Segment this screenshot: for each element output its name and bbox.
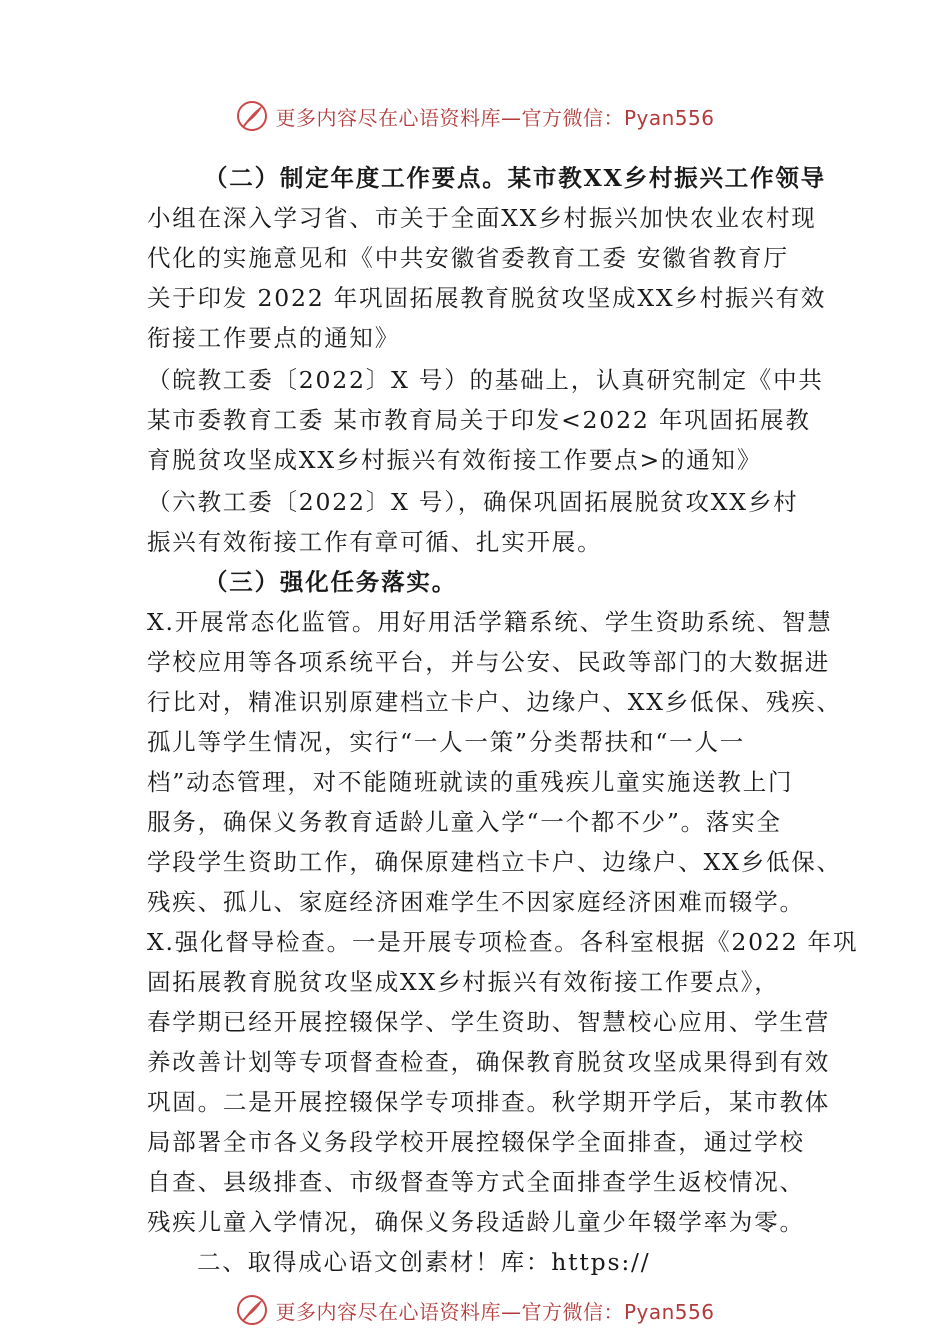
footer-watermark-banner <box>0 1290 950 1330</box>
paragraph-line: 行比对，精准识别原建档立卡户、边缘户、XX乡低保、残疾、 <box>147 688 842 716</box>
section-2-line: 二、取得成心语文创素材！库：https:// <box>197 1248 651 1276</box>
watermark-text: 更多内容尽在心语资料库—官方微信：Pyan556 <box>275 1299 715 1324</box>
heading-3-line: （三）强化任务落实。 <box>204 568 457 596</box>
paragraph-line: 小组在深入学习省、市关于全面XX乡村振兴加快农业农村现 <box>147 204 817 232</box>
paragraph-line: （六教工委〔2022〕X 号），确保巩固拓展脱贫攻XX乡村 <box>147 488 799 516</box>
paragraph-line: 育脱贫攻坚成XX乡村振兴有效衔接工作要点>的通知》 <box>147 446 763 474</box>
paragraph-line: 振兴有效衔接工作有章可循、扎实开展。 <box>147 528 603 556</box>
document-body <box>147 158 859 1282</box>
paragraph-line: 代化的实施意见和《中共安徽省委教育工委 安徽省教育厅 <box>147 244 789 272</box>
header-watermark-banner <box>0 96 950 136</box>
paragraph-line: 固拓展教育脱贫攻坚成XX乡村振兴有效衔接工作要点》， <box>147 968 780 996</box>
paragraph-line: 局部署全市各义务段学校开展控辍保学全面排查，通过学校 <box>147 1128 805 1156</box>
paragraph-line: 残疾儿童入学情况，确保义务段适龄儿童少年辍学率为零。 <box>147 1208 805 1236</box>
paragraph-line: 巩固。二是开展控辍保学专项排查。秋学期开学后，某市教体 <box>147 1088 831 1116</box>
paragraph-line: 春学期已经开展控辍保学、学生资助、智慧校心应用、学生营 <box>147 1008 831 1036</box>
paragraph-line: 某市委教育工委 某市教育局关于印发<2022 年巩固拓展教 <box>147 406 811 434</box>
paragraph-line: 自查、县级排查、市级督查等方式全面排查学生返校情况、 <box>147 1168 805 1196</box>
paragraph-line: X.开展常态化监管。用好用活学籍系统、学生资助系统、智慧 <box>147 608 833 636</box>
paragraph-line: 衔接工作要点的通知》 <box>147 324 400 352</box>
paragraph-line: 孤儿等学生情况，实行“一人一策”分类帮扶和“一人一 <box>147 728 746 756</box>
paragraph-line: 残疾、孤儿、家庭经济困难学生不因家庭经济困难而辍学。 <box>147 888 805 916</box>
paragraph-line: （皖教工委〔2022〕X 号）的基础上，认真研究制定《中共 <box>147 366 824 394</box>
heading-2-line: （二）制定年度工作要点。某市教XX乡村振兴工作领导 <box>204 164 826 192</box>
feather-pen-logo-icon <box>235 1293 269 1327</box>
paragraph-line: 学校应用等各项系统平台，并与公安、民政等部门的大数据进 <box>147 648 831 676</box>
paragraph-line: 档”动态管理，对不能随班就读的重残疾儿童实施送教上门 <box>147 768 794 796</box>
paragraph-line: 服务，确保义务教育适龄儿童入学“一个都不少”。落实全 <box>147 808 782 836</box>
paragraph-line: X.强化督导检查。一是开展专项检查。各科室根据《2022 年巩 <box>147 928 859 956</box>
paragraph-line: 关于印发 2022 年巩固拓展教育脱贫攻坚成XX乡村振兴有效 <box>147 284 827 312</box>
feather-pen-logo-icon <box>235 99 269 133</box>
watermark-text: 更多内容尽在心语资料库—官方微信：Pyan556 <box>275 105 715 130</box>
paragraph-line: 养改善计划等专项督查检查，确保教育脱贫攻坚成果得到有效 <box>147 1048 831 1076</box>
paragraph-line: 学段学生资助工作，确保原建档立卡户、边缘户、XX乡低保、 <box>147 848 842 876</box>
